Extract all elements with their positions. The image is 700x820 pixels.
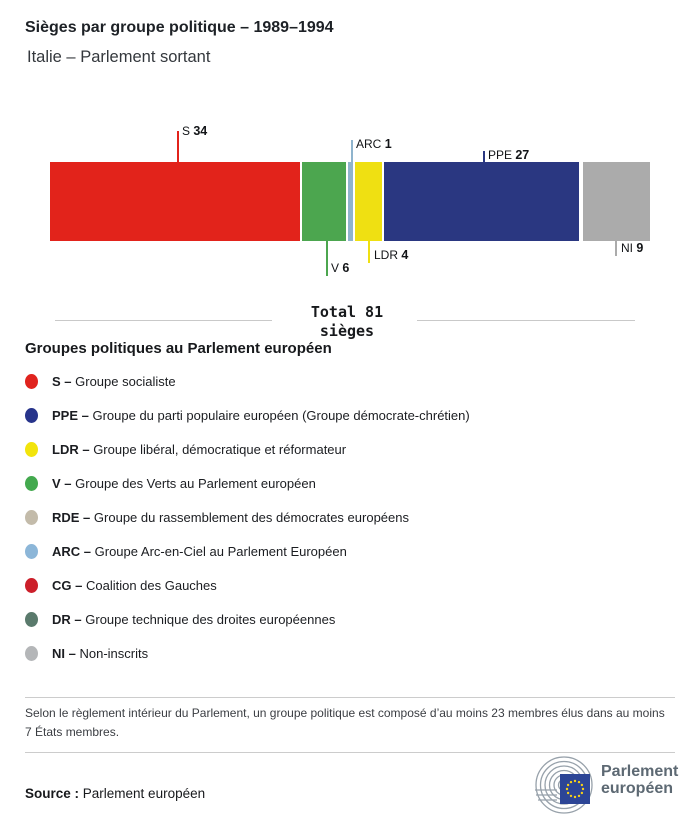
segment-seats: 1 — [384, 137, 392, 151]
group-name: Groupe libéral, démocratique et réformateur — [93, 441, 347, 457]
group-abbr: LDR – — [52, 441, 90, 457]
parliament-hemicycle-icon — [527, 750, 602, 814]
legend-dot — [25, 476, 38, 491]
segment-code: V — [331, 261, 340, 275]
logo-line1: Parlement — [601, 763, 679, 780]
legend-label — [52, 612, 335, 627]
group-name: Groupe du rassemblement des démocrates européens — [93, 509, 409, 525]
legend-dot — [25, 408, 38, 423]
segment-seats: 4 — [401, 248, 409, 262]
legend-row-ldr — [25, 432, 675, 466]
segment-seats: 34 — [193, 124, 208, 138]
segment-seats: 6 — [342, 261, 350, 275]
total-seats-line1: Total 81 — [310, 303, 384, 321]
legend-row-ni — [25, 636, 675, 670]
total-seats-label — [270, 303, 424, 341]
group-abbr: ARC – — [52, 543, 92, 559]
callout-label-ldr — [374, 248, 408, 262]
segment-seats: 9 — [636, 241, 644, 255]
legend — [25, 364, 675, 670]
segment-code: ARC — [356, 137, 382, 151]
callout-tick-s — [177, 131, 179, 162]
legend-row-arc — [25, 534, 675, 568]
legend-row-v — [25, 466, 675, 500]
callout-tick-arc — [351, 140, 353, 162]
legend-row-rde — [25, 500, 675, 534]
legend-heading: Groupes politiques au Parlement européen — [25, 340, 332, 357]
legend-dot — [25, 578, 38, 593]
segment-code: LDR — [374, 248, 399, 262]
segment-seats: 27 — [515, 148, 530, 162]
bar-segment-arc — [348, 162, 354, 241]
legend-label — [52, 476, 316, 491]
page-title: Sièges par groupe politique – 1989–1994 — [25, 19, 334, 36]
callout-label-s — [182, 124, 207, 138]
bar-segment-s — [50, 162, 301, 241]
legend-dot — [25, 510, 38, 525]
legend-row-s — [25, 364, 675, 398]
legend-label — [52, 408, 470, 423]
group-name: Coalition des Gauches — [85, 577, 217, 593]
callout-tick-v — [326, 241, 328, 276]
callout-label-ni — [621, 241, 643, 255]
bar-segment-ni — [583, 162, 650, 241]
group-name: Groupe Arc-en-Ciel au Parlement Européen — [94, 543, 347, 559]
group-name: Groupe du parti populaire européen (Groupe démocrate-chrétien) — [92, 407, 470, 423]
page-subtitle: Italie – Parlement sortant — [27, 48, 211, 66]
bar-segment-ldr — [355, 162, 383, 241]
source-label: Source : — [25, 786, 80, 801]
group-abbr: DR – — [52, 611, 82, 627]
callout-tick-ni — [615, 241, 617, 256]
legend-dot — [25, 612, 38, 627]
callout-tick-ppe — [483, 151, 485, 162]
source-value: Parlement européen — [82, 786, 206, 801]
group-name: Non-inscrits — [79, 645, 149, 661]
legend-dot — [25, 442, 38, 457]
source-line — [25, 786, 205, 801]
european-parliament-logo — [527, 750, 697, 816]
legend-row-cg — [25, 568, 675, 602]
group-name: Groupe socialiste — [75, 373, 176, 389]
callout-label-v — [331, 261, 349, 275]
total-seats-line2: sièges — [319, 322, 375, 340]
legend-label — [52, 578, 217, 593]
segment-code: PPE — [488, 148, 513, 162]
group-abbr: RDE – — [52, 509, 91, 525]
segment-code: NI — [621, 241, 633, 255]
group-name: Groupe des Verts au Parlement européen — [75, 475, 316, 491]
group-name: Groupe technique des droites européennes — [85, 611, 336, 627]
group-abbr: PPE – — [52, 407, 89, 423]
legend-label — [52, 544, 347, 559]
group-abbr: V – — [52, 475, 72, 491]
bar-segment-v — [302, 162, 346, 241]
total-divider-line-right — [417, 320, 635, 321]
legend-label — [52, 510, 409, 525]
callout-label-arc — [356, 137, 392, 151]
legend-row-dr — [25, 602, 675, 636]
callout-label-ppe — [488, 148, 529, 162]
logo-line2: européen — [601, 780, 674, 797]
divider-above-footnote — [25, 697, 675, 698]
legend-label — [52, 646, 148, 661]
eu-flag-icon — [560, 774, 590, 804]
legend-label — [52, 442, 346, 457]
logo-wordmark — [601, 763, 678, 797]
total-divider-line-left — [55, 320, 272, 321]
callout-tick-ldr — [368, 241, 370, 263]
segment-code: S — [182, 124, 191, 138]
legend-dot — [25, 374, 38, 389]
footnote-text: Selon le règlement intérieur du Parlement, un groupe politique est composé d’au moins 23 membres élus dans au moins 7 États membres. — [25, 706, 665, 739]
group-abbr: NI – — [52, 645, 76, 661]
legend-dot — [25, 646, 38, 661]
legend-dot — [25, 544, 38, 559]
group-abbr: CG – — [52, 577, 83, 593]
group-abbr: S – — [52, 373, 72, 389]
bar-segment-ppe — [384, 162, 579, 241]
legend-row-ppe — [25, 398, 675, 432]
legend-label — [52, 374, 176, 389]
